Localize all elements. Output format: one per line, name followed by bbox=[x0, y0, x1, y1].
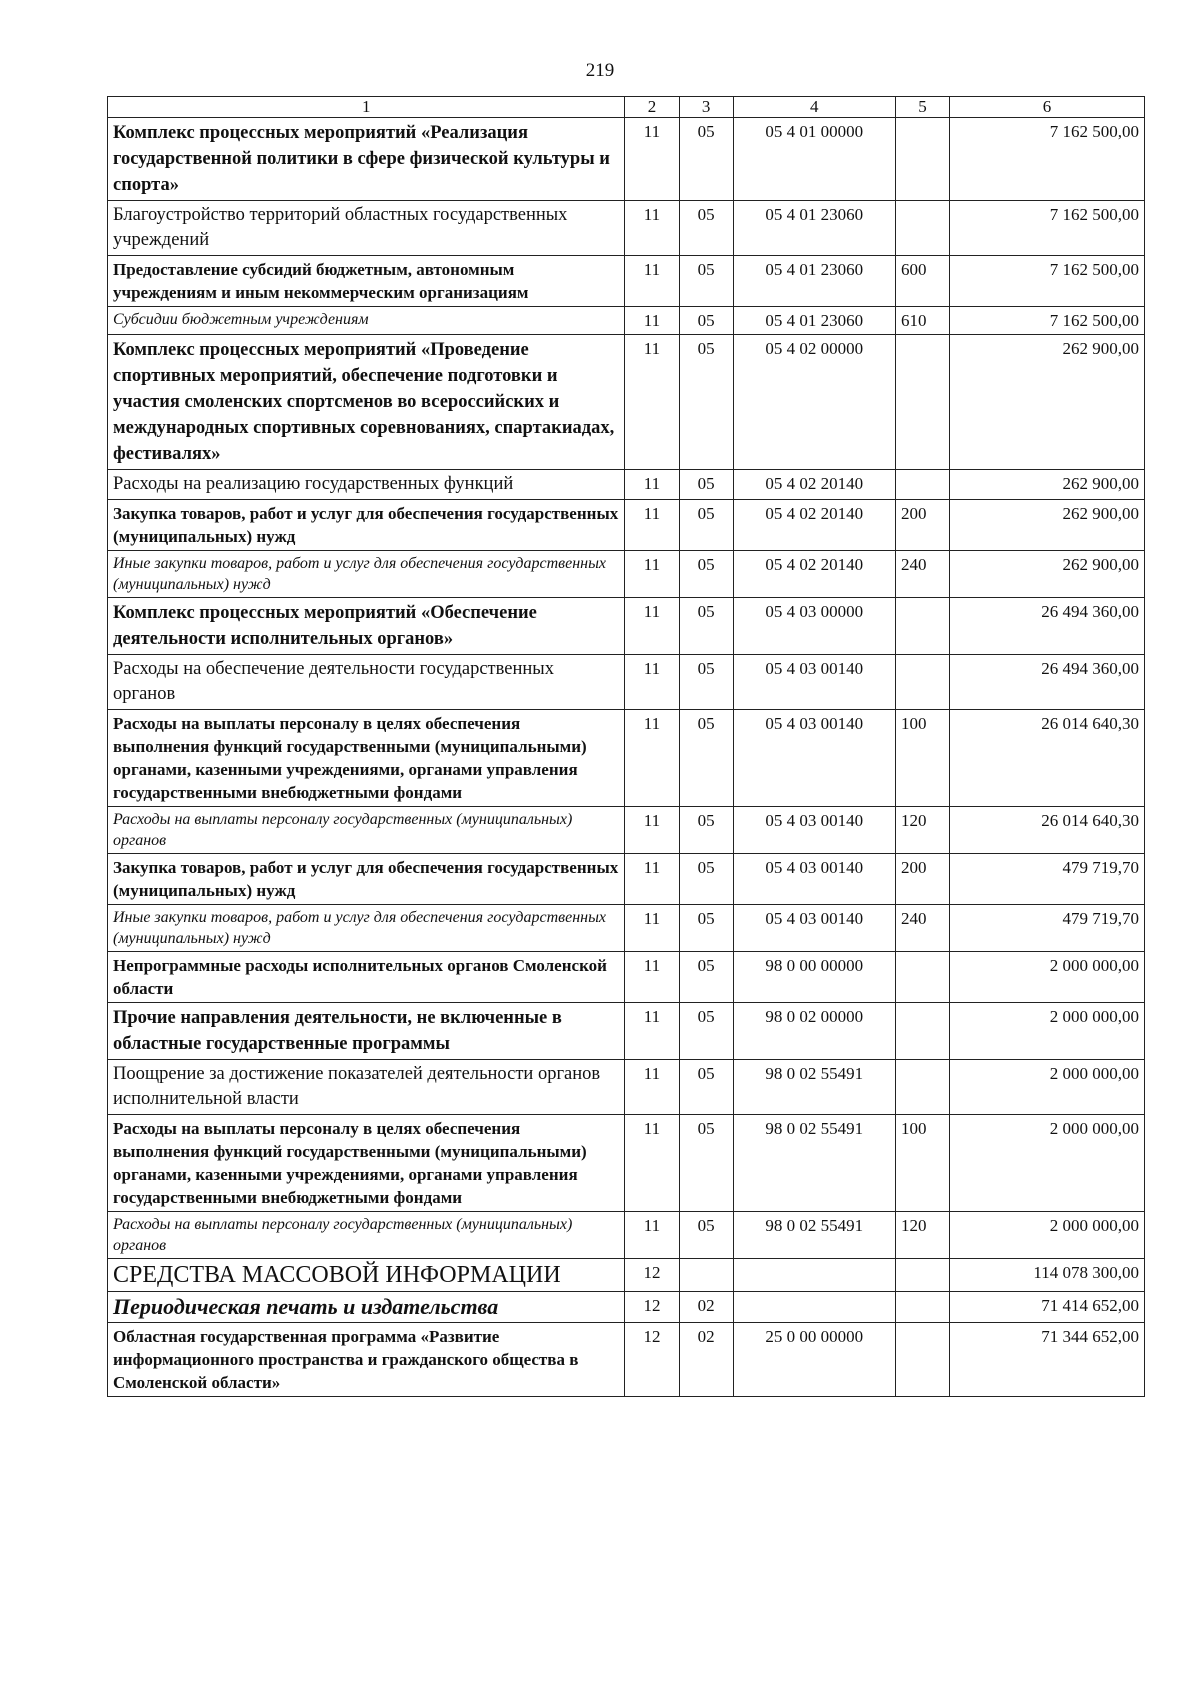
target-article-cell: 05 4 03 00140 bbox=[733, 710, 895, 807]
table-row bbox=[108, 952, 1145, 1003]
amount-cell: 262 900,00 bbox=[950, 500, 1145, 551]
amount-cell: 26 494 360,00 bbox=[950, 598, 1145, 655]
subsection-code-cell: 05 bbox=[679, 1003, 733, 1060]
section-code-cell: 11 bbox=[625, 905, 679, 952]
amount-cell: 479 719,70 bbox=[950, 905, 1145, 952]
table-row bbox=[108, 201, 1145, 256]
subsection-code-cell: 05 bbox=[679, 256, 733, 307]
target-article-cell: 05 4 03 00140 bbox=[733, 905, 895, 952]
subsection-code-cell bbox=[679, 1259, 733, 1292]
subsection-code-cell: 05 bbox=[679, 598, 733, 655]
target-article-cell bbox=[733, 1292, 895, 1323]
item-name-cell: Закупка товаров, работ и услуг для обеспечения государственных (муниципальных) нужд bbox=[108, 854, 625, 905]
item-name-cell: Областная государственная программа «Развитие информационного пространства и гражданского общества в Смоленской области» bbox=[108, 1323, 625, 1397]
target-article-cell: 05 4 01 23060 bbox=[733, 256, 895, 307]
expense-type-cell: 120 bbox=[895, 807, 949, 854]
item-name-cell: Расходы на выплаты персоналу государственных (муниципальных) органов bbox=[108, 807, 625, 854]
amount-cell: 7 162 500,00 bbox=[950, 307, 1145, 335]
subsection-code-cell: 05 bbox=[679, 335, 733, 470]
subsection-code-cell: 05 bbox=[679, 807, 733, 854]
target-article-cell: 98 0 02 00000 bbox=[733, 1003, 895, 1060]
section-code-cell: 11 bbox=[625, 1212, 679, 1259]
expense-type-cell bbox=[895, 470, 949, 500]
column-number-header: 1 bbox=[108, 97, 625, 118]
section-code-cell: 12 bbox=[625, 1323, 679, 1397]
section-code-cell: 12 bbox=[625, 1259, 679, 1292]
table-row bbox=[108, 655, 1145, 710]
section-code-cell: 11 bbox=[625, 201, 679, 256]
expense-type-cell bbox=[895, 1259, 949, 1292]
amount-cell: 479 719,70 bbox=[950, 854, 1145, 905]
amount-cell: 2 000 000,00 bbox=[950, 1060, 1145, 1115]
expense-type-cell: 100 bbox=[895, 710, 949, 807]
item-name-cell: Комплекс процессных мероприятий «Реализация государственной политики в сфере физической культуры и спорта» bbox=[108, 118, 625, 201]
section-code-cell: 11 bbox=[625, 470, 679, 500]
item-name-cell: Поощрение за достижение показателей деятельности органов исполнительной власти bbox=[108, 1060, 625, 1115]
amount-cell: 26 014 640,30 bbox=[950, 710, 1145, 807]
amount-cell: 2 000 000,00 bbox=[950, 952, 1145, 1003]
subsection-code-cell: 05 bbox=[679, 470, 733, 500]
amount-cell: 262 900,00 bbox=[950, 551, 1145, 598]
page-number: 219 bbox=[585, 60, 615, 81]
expense-type-cell: 240 bbox=[895, 905, 949, 952]
table-row bbox=[108, 470, 1145, 500]
section-code-cell: 11 bbox=[625, 1115, 679, 1212]
table-row bbox=[108, 1212, 1145, 1259]
table-row bbox=[108, 1259, 1145, 1292]
amount-cell: 2 000 000,00 bbox=[950, 1003, 1145, 1060]
item-name-cell: Иные закупки товаров, работ и услуг для обеспечения государственных (муниципальных) нужд bbox=[108, 551, 625, 598]
section-code-cell: 11 bbox=[625, 1003, 679, 1060]
subsection-code-cell: 05 bbox=[679, 1115, 733, 1212]
table-row bbox=[108, 256, 1145, 307]
item-name-cell: Комплекс процессных мероприятий «Проведение спортивных мероприятий, обеспечение подготовки и участия смоленских спортсменов во всероссийских и международных спортивных соревнованиях, спартакиадах, фестивалях» bbox=[108, 335, 625, 470]
section-code-cell: 11 bbox=[625, 335, 679, 470]
amount-cell: 2 000 000,00 bbox=[950, 1115, 1145, 1212]
table-row bbox=[108, 500, 1145, 551]
section-code-cell: 11 bbox=[625, 854, 679, 905]
target-article-cell: 05 4 01 23060 bbox=[733, 307, 895, 335]
amount-cell: 262 900,00 bbox=[950, 470, 1145, 500]
target-article-cell: 05 4 03 00140 bbox=[733, 655, 895, 710]
table-row bbox=[108, 598, 1145, 655]
item-name-cell: Благоустройство территорий областных государственных учреждений bbox=[108, 201, 625, 256]
expense-type-cell: 120 bbox=[895, 1212, 949, 1259]
target-article-cell: 05 4 02 20140 bbox=[733, 500, 895, 551]
table-row bbox=[108, 307, 1145, 335]
expense-type-cell bbox=[895, 335, 949, 470]
item-name-cell: Расходы на выплаты персоналу в целях обеспечения выполнения функций государственными (муниципальными) органами, казенными учреждениями, органами управления государственными внебюджетными фондами bbox=[108, 1115, 625, 1212]
table-row bbox=[108, 118, 1145, 201]
expense-type-cell: 200 bbox=[895, 500, 949, 551]
item-name-cell: Расходы на выплаты персоналу в целях обеспечения выполнения функций государственными (муниципальными) органами, казенными учреждениями, органами управления государственными внебюджетными фондами bbox=[108, 710, 625, 807]
table-row bbox=[108, 807, 1145, 854]
table-row bbox=[108, 710, 1145, 807]
target-article-cell: 25 0 00 00000 bbox=[733, 1323, 895, 1397]
section-code-cell: 11 bbox=[625, 500, 679, 551]
expense-type-cell: 600 bbox=[895, 256, 949, 307]
column-number-header: 6 bbox=[950, 97, 1145, 118]
column-number-header: 3 bbox=[679, 97, 733, 118]
table-row bbox=[108, 1323, 1145, 1397]
expense-type-cell: 610 bbox=[895, 307, 949, 335]
target-article-cell bbox=[733, 1259, 895, 1292]
item-name-cell: Комплекс процессных мероприятий «Обеспечение деятельности исполнительных органов» bbox=[108, 598, 625, 655]
expense-type-cell: 240 bbox=[895, 551, 949, 598]
subsection-code-cell: 05 bbox=[679, 551, 733, 598]
section-code-cell: 11 bbox=[625, 655, 679, 710]
table-row bbox=[108, 1115, 1145, 1212]
section-code-cell: 11 bbox=[625, 807, 679, 854]
column-number-header: 5 bbox=[895, 97, 949, 118]
budget-table bbox=[107, 96, 1145, 1397]
amount-cell: 71 414 652,00 bbox=[950, 1292, 1145, 1323]
item-name-cell: Предоставление субсидий бюджетным, автономным учреждениям и иным некоммерческим организациям bbox=[108, 256, 625, 307]
table-row bbox=[108, 335, 1145, 470]
subsection-code-cell: 05 bbox=[679, 201, 733, 256]
expense-type-cell bbox=[895, 201, 949, 256]
target-article-cell: 05 4 03 00000 bbox=[733, 598, 895, 655]
section-code-cell: 12 bbox=[625, 1292, 679, 1323]
item-name-cell: Субсидии бюджетным учреждениям bbox=[108, 307, 625, 335]
subsection-code-cell: 05 bbox=[679, 1212, 733, 1259]
subsection-code-cell: 05 bbox=[679, 1060, 733, 1115]
amount-cell: 71 344 652,00 bbox=[950, 1323, 1145, 1397]
expense-type-cell bbox=[895, 952, 949, 1003]
section-code-cell: 11 bbox=[625, 952, 679, 1003]
table-row bbox=[108, 551, 1145, 598]
subsection-code-cell: 02 bbox=[679, 1292, 733, 1323]
amount-cell: 2 000 000,00 bbox=[950, 1212, 1145, 1259]
target-article-cell: 98 0 00 00000 bbox=[733, 952, 895, 1003]
item-name-cell: СРЕДСТВА МАССОВОЙ ИНФОРМАЦИИ bbox=[108, 1259, 625, 1292]
expense-type-cell bbox=[895, 1003, 949, 1060]
table-row bbox=[108, 854, 1145, 905]
item-name-cell: Расходы на реализацию государственных функций bbox=[108, 470, 625, 500]
section-code-cell: 11 bbox=[625, 256, 679, 307]
subsection-code-cell: 05 bbox=[679, 952, 733, 1003]
amount-cell: 26 494 360,00 bbox=[950, 655, 1145, 710]
table-body bbox=[108, 118, 1145, 1397]
target-article-cell: 05 4 03 00140 bbox=[733, 807, 895, 854]
expense-type-cell bbox=[895, 1292, 949, 1323]
target-article-cell: 05 4 02 20140 bbox=[733, 470, 895, 500]
target-article-cell: 05 4 01 00000 bbox=[733, 118, 895, 201]
item-name-cell: Периодическая печать и издательства bbox=[108, 1292, 625, 1323]
amount-cell: 7 162 500,00 bbox=[950, 201, 1145, 256]
target-article-cell: 98 0 02 55491 bbox=[733, 1212, 895, 1259]
item-name-cell: Расходы на выплаты персоналу государственных (муниципальных) органов bbox=[108, 1212, 625, 1259]
item-name-cell: Непрограммные расходы исполнительных органов Смоленской области bbox=[108, 952, 625, 1003]
amount-cell: 114 078 300,00 bbox=[950, 1259, 1145, 1292]
target-article-cell: 05 4 02 20140 bbox=[733, 551, 895, 598]
expense-type-cell bbox=[895, 118, 949, 201]
target-article-cell: 05 4 03 00140 bbox=[733, 854, 895, 905]
table-row bbox=[108, 1292, 1145, 1323]
section-code-cell: 11 bbox=[625, 710, 679, 807]
subsection-code-cell: 05 bbox=[679, 307, 733, 335]
target-article-cell: 98 0 02 55491 bbox=[733, 1060, 895, 1115]
target-article-cell: 05 4 01 23060 bbox=[733, 201, 895, 256]
subsection-code-cell: 05 bbox=[679, 118, 733, 201]
subsection-code-cell: 05 bbox=[679, 655, 733, 710]
table-row bbox=[108, 1003, 1145, 1060]
subsection-code-cell: 05 bbox=[679, 500, 733, 551]
item-name-cell: Расходы на обеспечение деятельности государственных органов bbox=[108, 655, 625, 710]
section-code-cell: 11 bbox=[625, 551, 679, 598]
amount-cell: 262 900,00 bbox=[950, 335, 1145, 470]
section-code-cell: 11 bbox=[625, 1060, 679, 1115]
column-number-header: 4 bbox=[733, 97, 895, 118]
item-name-cell: Прочие направления деятельности, не включенные в областные государственные программы bbox=[108, 1003, 625, 1060]
expense-type-cell: 200 bbox=[895, 854, 949, 905]
column-number-row bbox=[108, 97, 1145, 118]
expense-type-cell bbox=[895, 655, 949, 710]
target-article-cell: 05 4 02 00000 bbox=[733, 335, 895, 470]
expense-type-cell: 100 bbox=[895, 1115, 949, 1212]
subsection-code-cell: 05 bbox=[679, 710, 733, 807]
target-article-cell: 98 0 02 55491 bbox=[733, 1115, 895, 1212]
table-row bbox=[108, 1060, 1145, 1115]
expense-type-cell bbox=[895, 598, 949, 655]
section-code-cell: 11 bbox=[625, 598, 679, 655]
amount-cell: 7 162 500,00 bbox=[950, 118, 1145, 201]
column-number-header: 2 bbox=[625, 97, 679, 118]
amount-cell: 26 014 640,30 bbox=[950, 807, 1145, 854]
amount-cell: 7 162 500,00 bbox=[950, 256, 1145, 307]
section-code-cell: 11 bbox=[625, 118, 679, 201]
section-code-cell: 11 bbox=[625, 307, 679, 335]
expense-type-cell bbox=[895, 1323, 949, 1397]
subsection-code-cell: 05 bbox=[679, 854, 733, 905]
expense-type-cell bbox=[895, 1060, 949, 1115]
item-name-cell: Иные закупки товаров, работ и услуг для обеспечения государственных (муниципальных) нужд bbox=[108, 905, 625, 952]
subsection-code-cell: 05 bbox=[679, 905, 733, 952]
subsection-code-cell: 02 bbox=[679, 1323, 733, 1397]
item-name-cell: Закупка товаров, работ и услуг для обеспечения государственных (муниципальных) нужд bbox=[108, 500, 625, 551]
table-row bbox=[108, 905, 1145, 952]
